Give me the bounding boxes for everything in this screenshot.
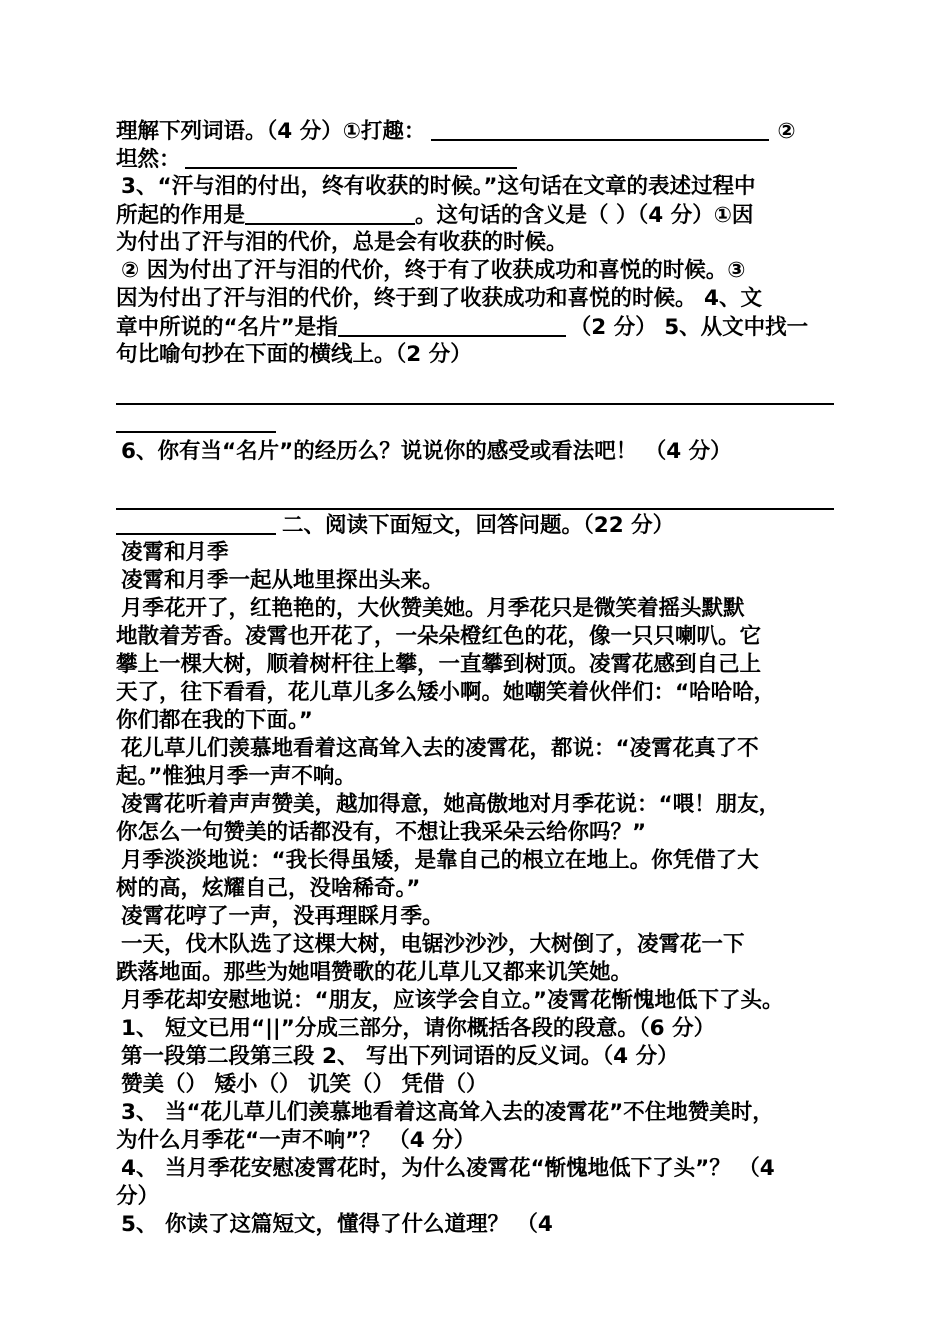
text-line	[121, 595, 845, 623]
text-line	[116, 201, 840, 230]
text-line	[116, 651, 840, 679]
line-text: 。这句话的含义是（ ）（4 分）①因	[415, 203, 754, 228]
question-line	[121, 1015, 845, 1043]
line-text: 理解下列词语。（4 分）①打趣：	[116, 119, 426, 144]
text-line	[116, 679, 840, 707]
text-line	[121, 987, 845, 1015]
line-text: 月季花却安慰地说：“朋友，应该学会自立。”凌霄花惭愧地低下了头。	[121, 988, 784, 1013]
line-text: 起。”惟独月季一声不响。	[116, 764, 356, 789]
text-line	[116, 117, 840, 146]
line-text: 3、“汗与泪的付出，终有收获的时候。”这句话在文章的表述过程中	[121, 174, 756, 199]
text-line	[116, 763, 840, 791]
text-line	[116, 313, 840, 342]
text-line	[116, 623, 840, 651]
text-line	[116, 875, 840, 903]
question-line	[121, 1211, 845, 1239]
line-text: 赞美（） 矮小（） 讥笑（） 凭借（）	[121, 1072, 488, 1097]
line-text: ② 因为付出了汗与泪的代价，终于有了收获成功和喜悦的时候。③	[121, 258, 746, 283]
text-line	[121, 735, 845, 763]
answer-line[interactable]	[116, 508, 834, 510]
line-text: 4、 当月季花安慰凌霄花时，为什么凌霄花“惭愧地低下了头”？ （4	[121, 1156, 775, 1181]
text-line	[121, 438, 845, 466]
line-text: 为什么月季花“一声不响”？ （4 分）	[116, 1128, 476, 1153]
text-line	[121, 567, 845, 595]
text-line	[121, 257, 845, 285]
line-text: 凌霄和月季一起从地里探出头来。	[121, 568, 444, 593]
text-line	[116, 959, 840, 987]
text-line	[121, 931, 845, 959]
line-text: 1、 短文已用“||”分成三部分，请你概括各段的段意。（6 分）	[121, 1016, 716, 1041]
question-line	[116, 1183, 840, 1211]
line-text: 凌霄和月季	[121, 540, 229, 565]
answer-blank[interactable]	[185, 145, 517, 169]
line-text: 第一段第二段第三段 2、 写出下列词语的反义词。（4 分）	[121, 1044, 679, 1069]
line-text: ②	[777, 119, 796, 144]
line-text: 因为付出了汗与泪的代价，终于到了收获成功和喜悦的时候。 4、文	[116, 286, 762, 311]
text-line	[121, 847, 845, 875]
line-text: 5、 你读了这篇短文，懂得了什么道理？ （4	[121, 1212, 553, 1237]
line-text: 凌霄花听着声声赞美，越加得意，她高傲地对月季花说：“喂！朋友，	[121, 792, 781, 817]
answer-blank[interactable]	[245, 201, 415, 225]
line-text: 月季花开了，红艳艳的，大伙赞美她。月季花只是微笑着摇头默默	[121, 596, 745, 621]
line-text: 凌霄花哼了一声，没再理睬月季。	[121, 904, 444, 929]
question-line	[121, 1155, 845, 1183]
answer-blank[interactable]	[338, 313, 566, 337]
line-text: 6、你有当“名片”的经历么？说说你的感受或看法吧！ （4 分）	[121, 439, 732, 464]
text-line	[121, 791, 845, 819]
answer-line[interactable]	[116, 431, 276, 433]
answer-blank[interactable]	[431, 117, 769, 141]
line-text: 你怎么一句赞美的话都没有，不想让我采朵云给你吗？”	[116, 820, 647, 845]
text-line	[121, 173, 845, 201]
line-text: 跌落地面。那些为她唱赞歌的花儿草儿又都来讥笑她。	[116, 960, 633, 985]
answer-blank[interactable]	[116, 511, 276, 535]
line-text: 月季淡淡地说：“我长得虽矮，是靠自己的根立在地上。你凭借了大	[121, 848, 759, 873]
line-text: 句比喻句抄在下面的横线上。（2 分）	[116, 342, 472, 367]
text-line	[116, 819, 840, 847]
text-line	[116, 341, 840, 369]
text-line	[116, 145, 840, 174]
line-text: 为付出了汗与泪的代价，总是会有收获的时候。	[116, 230, 568, 255]
line-text: 分）	[116, 1184, 160, 1209]
line-text: 你们都在我的下面。”	[116, 708, 313, 733]
line-text: 二、阅读下面短文，回答问题。（22 分）	[282, 513, 675, 538]
passage-title	[121, 539, 845, 567]
line-text: 章中所说的“名片”是指	[116, 315, 338, 340]
line-text: 地散着芳香。凌霄也开花了，一朵朵橙红色的花，像一只只喇叭。它	[116, 624, 762, 649]
text-line	[116, 285, 840, 313]
line-text: 一天，伐木队选了这棵大树，电锯沙沙沙，大树倒了，凌霄花一下	[121, 932, 745, 957]
line-text: 3、 当“花儿草儿们羡慕地看着这高耸入去的凌霄花”不住地赞美时，	[121, 1100, 774, 1125]
line-text: 所起的作用是	[116, 203, 246, 228]
line-text: 攀上一棵大树，顺着树杆往上攀，一直攀到树顶。凌霄花感到自己上	[116, 652, 762, 677]
section-heading	[116, 511, 840, 540]
text-line	[116, 229, 840, 257]
question-line	[121, 1071, 845, 1099]
question-line	[121, 1099, 845, 1127]
text-line	[121, 903, 845, 931]
text-line	[116, 707, 840, 735]
question-line	[116, 1127, 840, 1155]
line-text: 树的高，炫耀自己，没啥稀奇。”	[116, 876, 421, 901]
line-text: 天了，往下看看，花儿草儿多么矮小啊。她嘲笑着伙伴们：“哈哈哈，	[116, 680, 776, 705]
answer-line[interactable]	[116, 403, 834, 405]
question-line	[121, 1043, 845, 1071]
line-text: （2 分） 5、从文中找一	[569, 315, 809, 340]
line-text: 花儿草儿们羡慕地看着这高耸入去的凌霄花，都说：“凌霄花真了不	[121, 736, 759, 761]
line-text: 坦然：	[116, 147, 181, 172]
